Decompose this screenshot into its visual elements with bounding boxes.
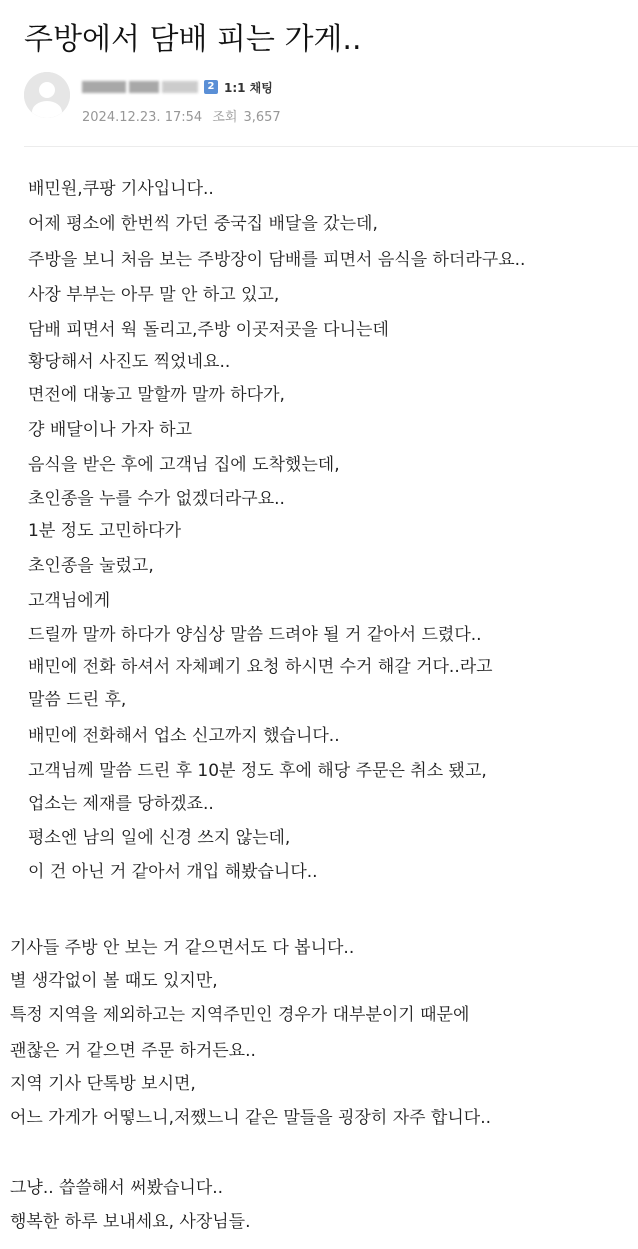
- member-level-badge: 2: [204, 80, 218, 94]
- body-line: 어느 가게가 어떻느니,저쨌느니 같은 말들을 굉장히 자주 합니다..: [10, 1108, 492, 1128]
- body-line: 어제 평소에 한번씩 가던 중국집 배달을 갔는데,: [28, 214, 378, 234]
- post-date: 2024.12.23. 17:54: [82, 110, 203, 125]
- body-line: 기사들 주방 안 보는 거 같으면서도 다 봅니다..: [10, 938, 355, 958]
- body-line: 특정 지역을 제외하고는 지역주민인 경우가 대부분이기 때문에: [10, 1005, 470, 1025]
- body-line: 배민에 전화해서 업소 신고까지 했습니다..: [28, 726, 340, 746]
- body-line: 행복한 하루 보내세요, 사장님들.: [10, 1212, 251, 1232]
- body-line: 괜찮은 거 같으면 주문 하거든요..: [10, 1041, 256, 1061]
- post-title: 주방에서 담배 피는 가게..: [24, 22, 362, 57]
- body-line: 면전에 대놓고 말할까 말까 하다가,: [28, 385, 285, 405]
- body-line: 별 생각없이 볼 때도 있지만,: [10, 971, 218, 991]
- author-name-line: [82, 77, 273, 97]
- blurred-author-name[interactable]: [82, 81, 198, 93]
- body-line: 사장 부부는 아무 말 안 하고 있고,: [28, 285, 280, 305]
- body-line: 평소엔 남의 일에 신경 쓰지 않는데,: [28, 828, 291, 848]
- body-line: 담배 피면서 웍 돌리고,주방 이곳저곳을 다니는데: [28, 320, 389, 340]
- body-line: 고객님에게: [28, 591, 111, 611]
- body-line: 고객님께 말씀 드린 후 10분 정도 후에 해당 주문은 취소 됐고,: [28, 761, 487, 781]
- body-line: 초인종을 눌렀고,: [28, 556, 154, 576]
- body-line: 드릴까 말까 하다가 양심상 말씀 드려야 될 거 같아서 드렸다..: [28, 625, 482, 645]
- header-divider: [24, 146, 638, 147]
- body-line: 배민에 전화 하셔서 자체폐기 요청 하시면 수거 해갈 거다..라고: [28, 657, 493, 677]
- body-line: 업소는 제재를 당하겠죠..: [28, 794, 214, 814]
- body-line: 이 건 아닌 거 같아서 개입 해봤습니다..: [28, 862, 318, 882]
- body-line: 주방을 보니 처음 보는 주방장이 담배를 피면서 음식을 하더라구요..: [28, 250, 526, 270]
- body-line: 1분 정도 고민하다가: [28, 521, 181, 541]
- body-line: 말씀 드린 후,: [28, 690, 127, 710]
- body-line: 걍 배달이나 가자 하고: [28, 420, 193, 440]
- body-line: 초인종을 누를 수가 없겠더라구요..: [28, 489, 285, 509]
- default-profile-icon[interactable]: [24, 72, 70, 118]
- author-info: [24, 72, 614, 128]
- body-line: 황당해서 사진도 찍었네요..: [28, 352, 231, 372]
- views-count: 3,657: [243, 110, 281, 125]
- views-label: 조회: [212, 110, 238, 125]
- body-line: 그냥.. 씁쓸해서 써봤습니다..: [10, 1178, 224, 1198]
- body-line: 지역 기사 단톡방 보시면,: [10, 1074, 196, 1094]
- body-line: 배민원,쿠팡 기사입니다..: [28, 179, 214, 199]
- body-line: 음식을 받은 후에 고객님 집에 도착했는데,: [28, 455, 340, 475]
- post-meta: [82, 106, 287, 125]
- one-to-one-chat-link[interactable]: 1:1 채팅: [224, 80, 273, 95]
